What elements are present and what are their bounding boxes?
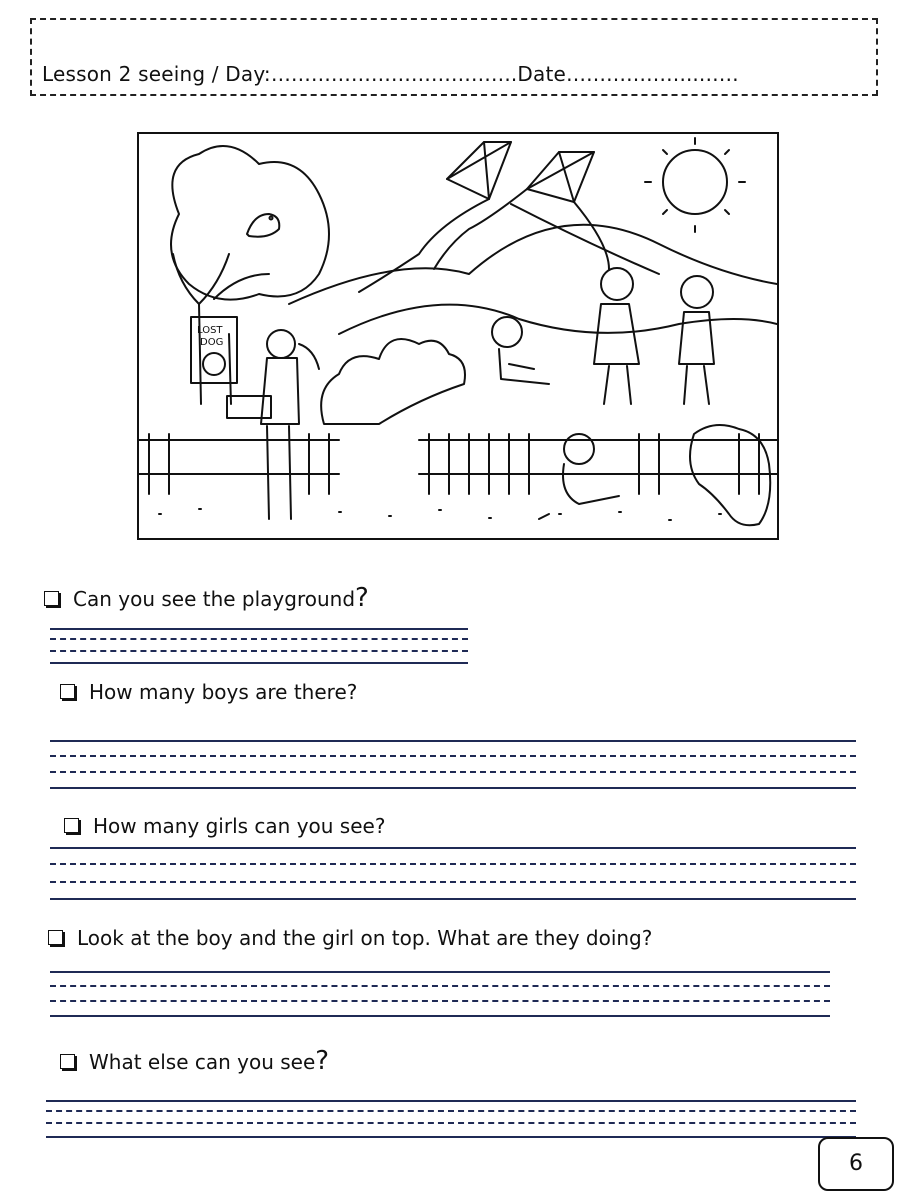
- boy-figure: [492, 317, 549, 384]
- question-5: [60, 1046, 329, 1076]
- bird-icon: [247, 214, 279, 237]
- answer-lines-5[interactable]: [46, 1100, 856, 1142]
- kite-icon: [434, 152, 659, 274]
- answer-lines-1[interactable]: [50, 628, 468, 668]
- answer-lines-4[interactable]: [50, 971, 830, 1019]
- checkbox-icon[interactable]: [44, 591, 59, 606]
- page-number: 6: [818, 1137, 894, 1191]
- header-text: [42, 62, 739, 86]
- day-blank: ………………………………: [270, 62, 511, 86]
- checkbox-icon[interactable]: [48, 930, 63, 945]
- answer-lines-3[interactable]: [50, 847, 856, 901]
- question-mark: ?: [315, 1046, 330, 1076]
- date-label: .Date: [510, 62, 567, 86]
- question-4: [48, 926, 652, 950]
- question-text: How many girls can you see?: [93, 814, 386, 838]
- playground-illustration: [137, 132, 779, 540]
- lesson-label: Lesson 2 seeing / Day:: [42, 62, 271, 86]
- question-mark: ?: [355, 583, 369, 613]
- checkbox-icon[interactable]: [60, 684, 75, 699]
- playground-drawing: [139, 134, 777, 538]
- bush-icon: [321, 339, 465, 424]
- girl-figure: [539, 434, 619, 519]
- question-text: What else can you see: [89, 1050, 316, 1074]
- question-1: [44, 583, 369, 613]
- sign-text-dog: DOG: [200, 337, 224, 348]
- sun-icon: [645, 138, 745, 232]
- sign-text-lost: LOST: [197, 325, 223, 336]
- question-3: [64, 814, 385, 838]
- checkbox-icon[interactable]: [60, 1054, 75, 1069]
- fence-icon: [139, 434, 777, 494]
- girl-figure: [594, 268, 639, 404]
- checkbox-icon[interactable]: [64, 818, 79, 833]
- question-text: Look at the boy and the girl on top. What are they doing?: [77, 926, 653, 950]
- boy-figure: [679, 276, 714, 404]
- answer-lines-2[interactable]: [50, 740, 856, 790]
- tree-icon: [171, 146, 329, 404]
- date-blank: ………………..……: [566, 62, 739, 86]
- girl-figure: [227, 330, 319, 519]
- lesson-header: [30, 18, 878, 96]
- question-text: Can you see the playground: [73, 587, 356, 611]
- question-2: [60, 680, 357, 704]
- question-text: How many boys are there?: [89, 680, 358, 704]
